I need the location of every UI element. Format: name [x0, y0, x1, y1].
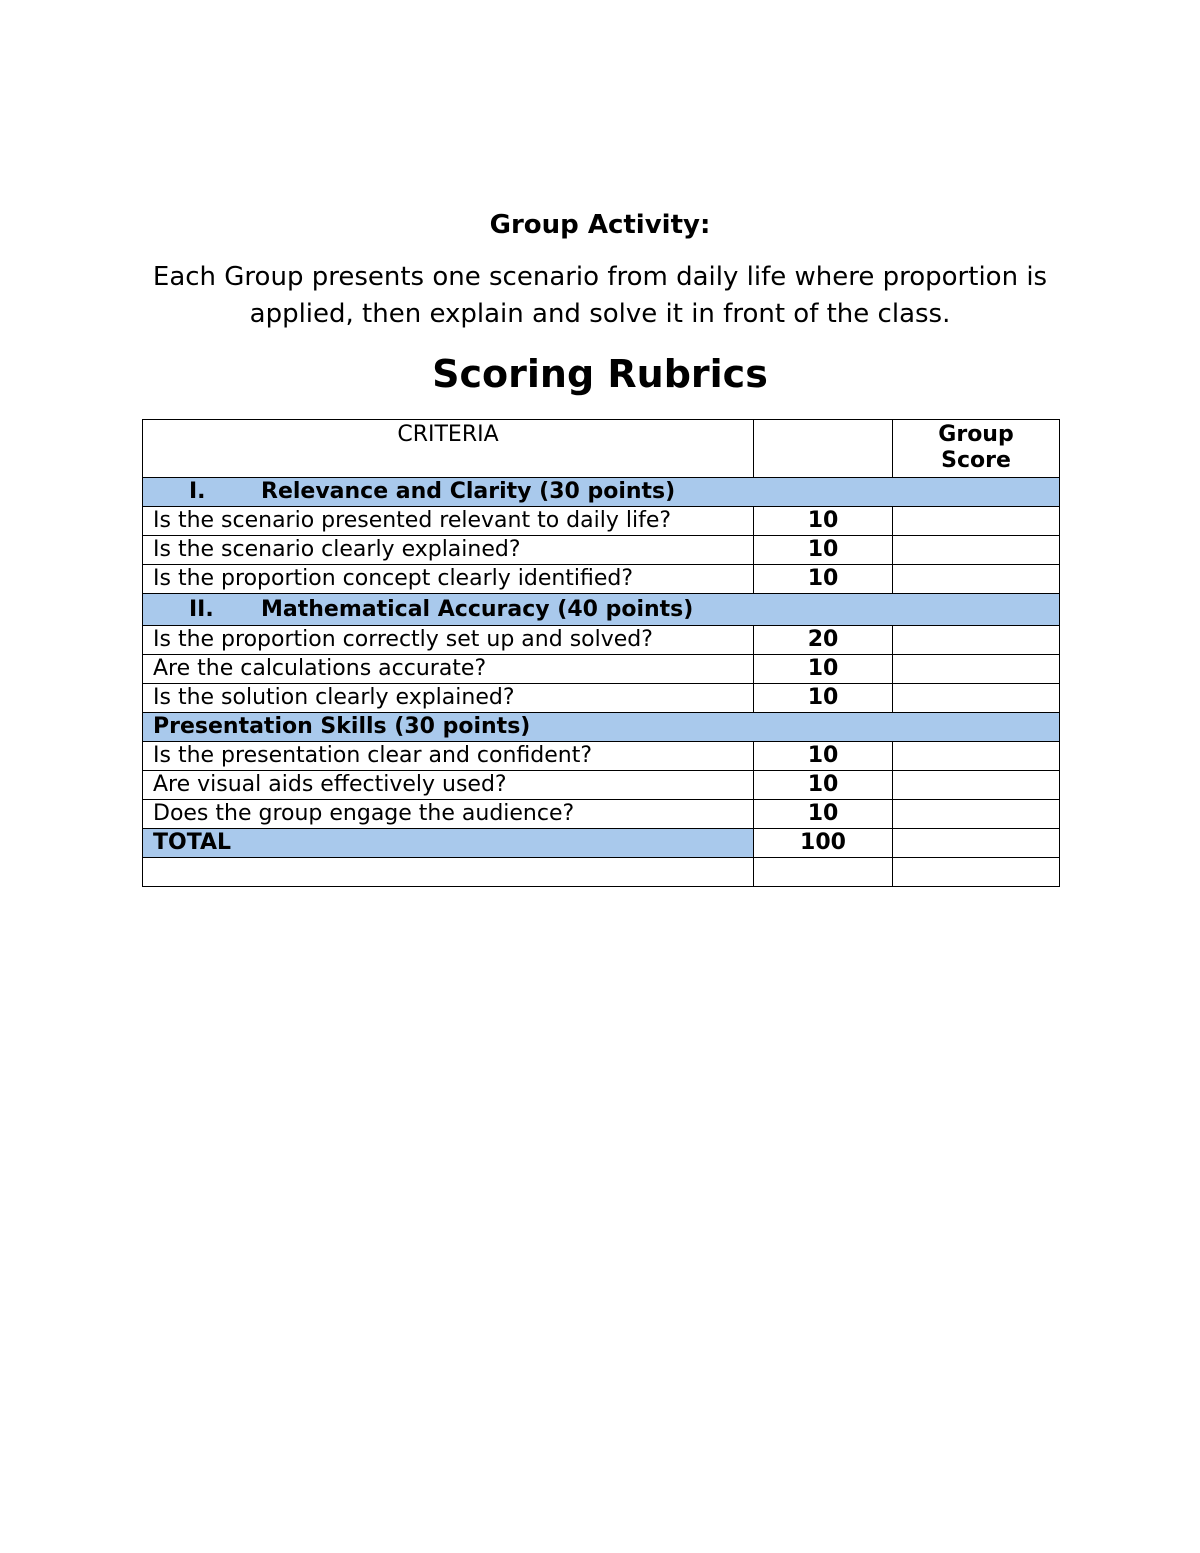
total-row — [143, 829, 1060, 858]
section-title: Relevance and Clarity (30 points) — [261, 479, 676, 504]
points-cell: 10 — [754, 507, 893, 536]
score-cell[interactable] — [893, 742, 1060, 771]
empty-row — [143, 858, 1060, 887]
section-row — [143, 478, 1060, 507]
total-label: TOTAL — [143, 829, 754, 858]
points-cell: 10 — [754, 800, 893, 829]
table-row — [143, 565, 1060, 594]
table-row — [143, 626, 1060, 655]
section-number: II. — [189, 596, 214, 622]
criterion-cell: Does the group engage the audience? — [143, 800, 754, 829]
activity-description: Each Group presents one scenario from daily life where proportion is applied, then explain and solve it in front of the class. — [152, 262, 1048, 329]
criterion-cell: Is the solution clearly explained? — [143, 684, 754, 713]
points-cell: 10 — [754, 565, 893, 594]
points-cell: 20 — [754, 626, 893, 655]
criterion-cell: Are the calculations accurate? — [143, 655, 754, 684]
criterion-cell: Is the proportion correctly set up and solved? — [143, 626, 754, 655]
table-row — [143, 800, 1060, 829]
criterion-cell: Are visual aids effectively used? — [143, 771, 754, 800]
table-row — [143, 655, 1060, 684]
score-cell[interactable] — [893, 565, 1060, 594]
section-number: I. — [189, 479, 206, 504]
points-cell: 10 — [754, 655, 893, 684]
score-cell[interactable] — [893, 771, 1060, 800]
table-row — [143, 507, 1060, 536]
criterion-cell: Is the proportion concept clearly identified? — [143, 565, 754, 594]
table-row — [143, 771, 1060, 800]
points-cell: 10 — [754, 684, 893, 713]
points-cell: 10 — [754, 742, 893, 771]
section-row — [143, 594, 1060, 626]
group-score-header: Group Score — [893, 420, 1060, 478]
total-score-cell[interactable] — [893, 829, 1060, 858]
criterion-cell: Is the scenario presented relevant to daily life? — [143, 507, 754, 536]
rubric-table — [142, 419, 1060, 887]
score-cell[interactable] — [893, 507, 1060, 536]
empty-cell — [143, 858, 754, 887]
section-heading — [143, 478, 1060, 507]
section-row — [143, 713, 1060, 742]
table-row — [143, 536, 1060, 565]
total-points: 100 — [754, 829, 893, 858]
points-header — [754, 420, 893, 478]
empty-cell — [893, 858, 1060, 887]
section-heading: Presentation Skills (30 points) — [143, 713, 1060, 742]
points-cell: 10 — [754, 771, 893, 800]
activity-title: Group Activity: — [489, 210, 711, 240]
criterion-cell: Is the scenario clearly explained? — [143, 536, 754, 565]
rubric-title: Scoring Rubrics — [432, 352, 768, 396]
empty-cell — [754, 858, 893, 887]
table-row — [143, 742, 1060, 771]
criterion-cell: Is the presentation clear and confident? — [143, 742, 754, 771]
score-cell[interactable] — [893, 684, 1060, 713]
score-cell[interactable] — [893, 626, 1060, 655]
table-row — [143, 684, 1060, 713]
points-cell: 10 — [754, 536, 893, 565]
score-cell[interactable] — [893, 655, 1060, 684]
score-cell[interactable] — [893, 800, 1060, 829]
header-row — [143, 420, 1060, 478]
score-cell[interactable] — [893, 536, 1060, 565]
criteria-header: CRITERIA — [143, 420, 754, 478]
section-heading — [143, 594, 1060, 626]
section-title: Mathematical Accuracy (40 points) — [261, 596, 694, 622]
